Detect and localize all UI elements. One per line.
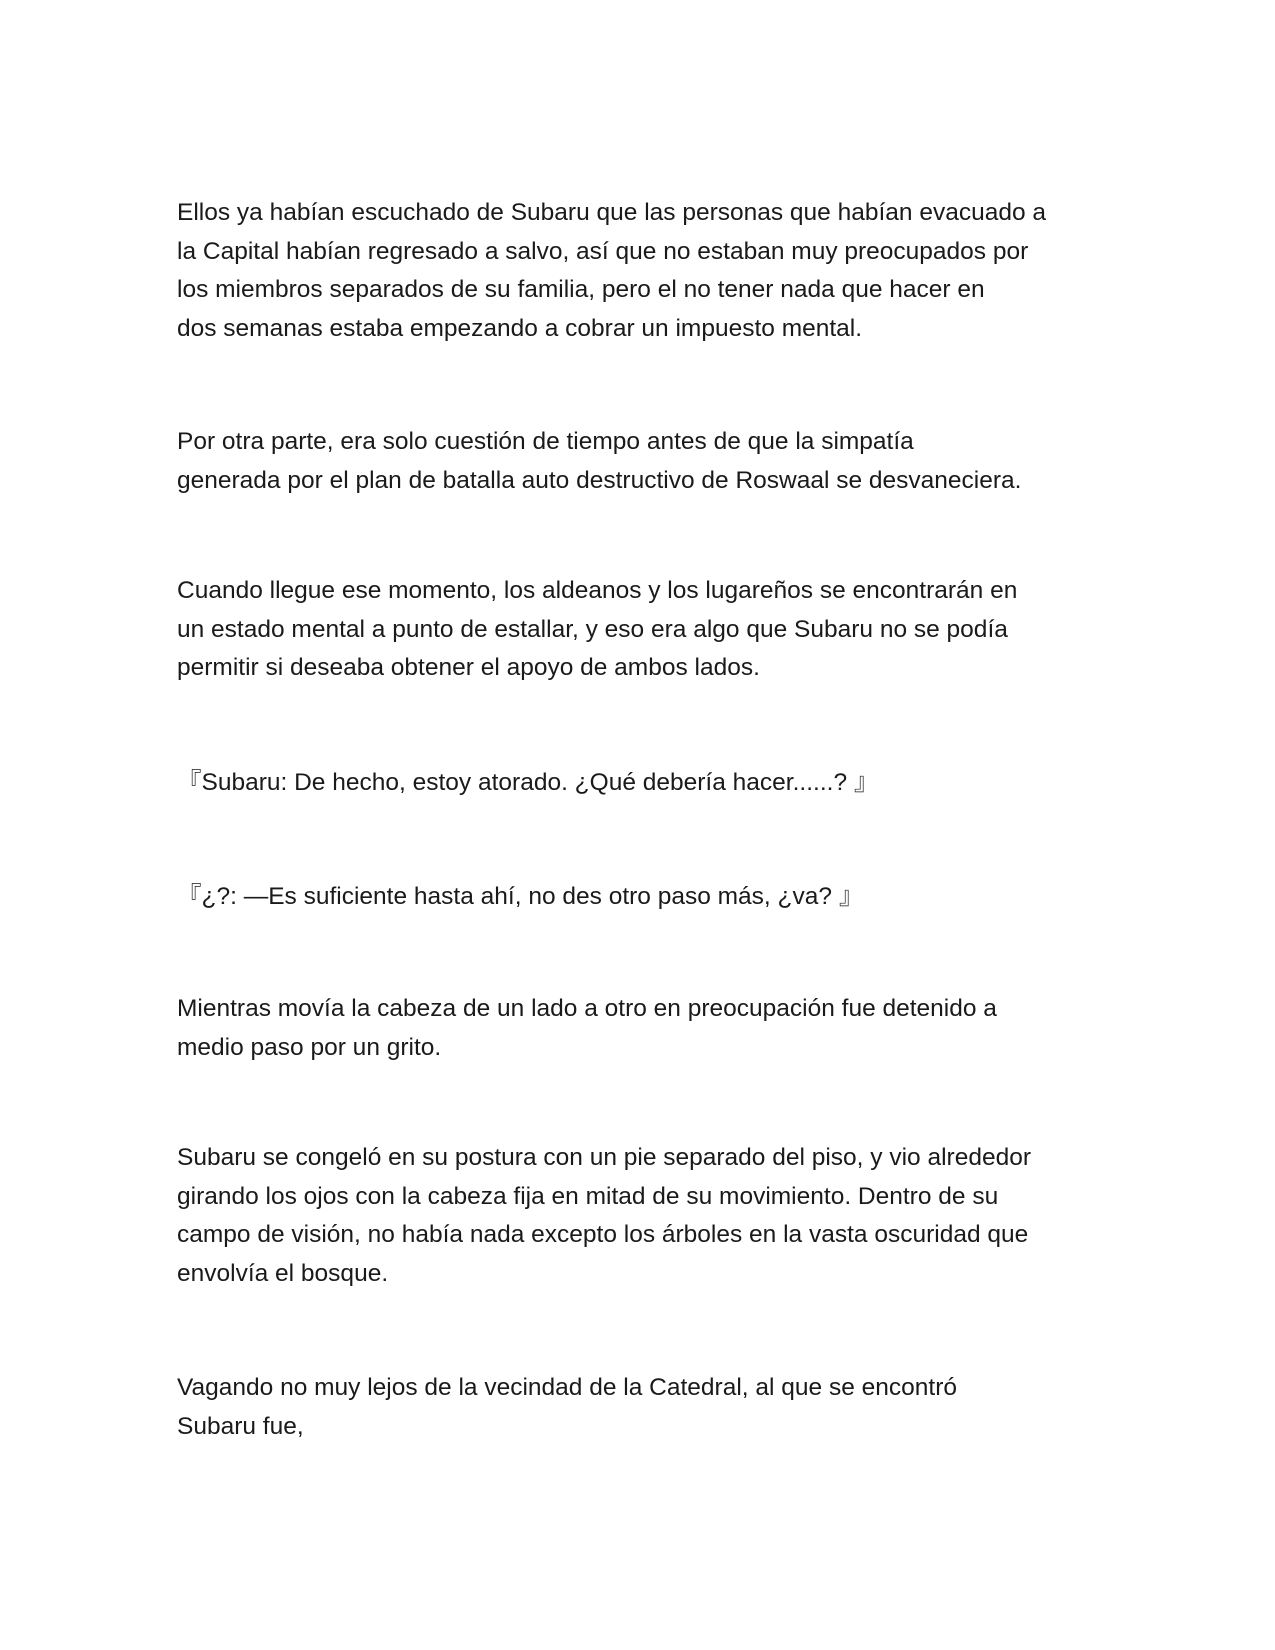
- paragraph-line: Subaru se congeló en su postura con un pie separado del piso, y vio alrededor: [177, 1144, 1031, 1171]
- paragraph-line: Subaru fue,: [177, 1412, 304, 1440]
- dialogue-unknown: [177, 878, 1107, 917]
- paragraph-line: permitir si deseaba obtener el apoyo de ambos lados.: [177, 654, 760, 681]
- paragraph-line: Ellos ya habían escuchado de Subaru que las personas que habían evacuado a: [177, 199, 1047, 226]
- paragraph-line: envolvía el bosque.: [177, 1259, 389, 1287]
- paragraph-line: girando los ojos con la cabeza fija en mitad de su movimiento. Dentro de su: [177, 1182, 999, 1210]
- paragraph-line: Mientras movía la cabeza de un lado a otro en preocupación fue detenido a: [177, 995, 997, 1022]
- paragraph-line: medio paso por un grito.: [177, 1033, 442, 1061]
- paragraph-line: la Capital habían regresado a salvo, así que no estaban muy preocupados por: [177, 237, 1029, 265]
- paragraph-6: [177, 1369, 1107, 1446]
- paragraph-5: [177, 1139, 1107, 1293]
- paragraph-line: Vagando no muy lejos de la vecindad de la Catedral, al que se encontró: [177, 1374, 957, 1401]
- paragraph-line: dos semanas estaba empezando a cobrar un impuesto mental.: [177, 314, 863, 342]
- paragraph-line: generada por el plan de batalla auto destructivo de Roswaal se desvaneciera.: [177, 466, 1022, 494]
- paragraph-line: un estado mental a punto de estallar, y eso era algo que Subaru no se podía: [177, 615, 1008, 643]
- paragraph-line: Por otra parte, era solo cuestión de tiempo antes de que la simpatía: [177, 428, 914, 455]
- dialogue-line: 『Subaru: De hecho, estoy atorado. ¿Qué debería hacer......? 』: [177, 769, 879, 796]
- paragraph-4: [177, 990, 1107, 1067]
- paragraph-line: campo de visión, no había nada excepto los árboles en la vasta oscuridad que: [177, 1221, 1029, 1248]
- paragraph-2: [177, 423, 1107, 500]
- paragraph-3: [177, 572, 1107, 688]
- dialogue-line: 『¿?: —Es suficiente hasta ahí, no des otro paso más, ¿va? 』: [177, 883, 864, 910]
- paragraph-line: los miembros separados de su familia, pero el no tener nada que hacer en: [177, 276, 985, 303]
- paragraph-line: Cuando llegue ese momento, los aldeanos y los lugareños se encontrarán en: [177, 577, 1018, 604]
- dialogue-subaru: [177, 764, 1107, 803]
- paragraph-1: [177, 194, 1107, 348]
